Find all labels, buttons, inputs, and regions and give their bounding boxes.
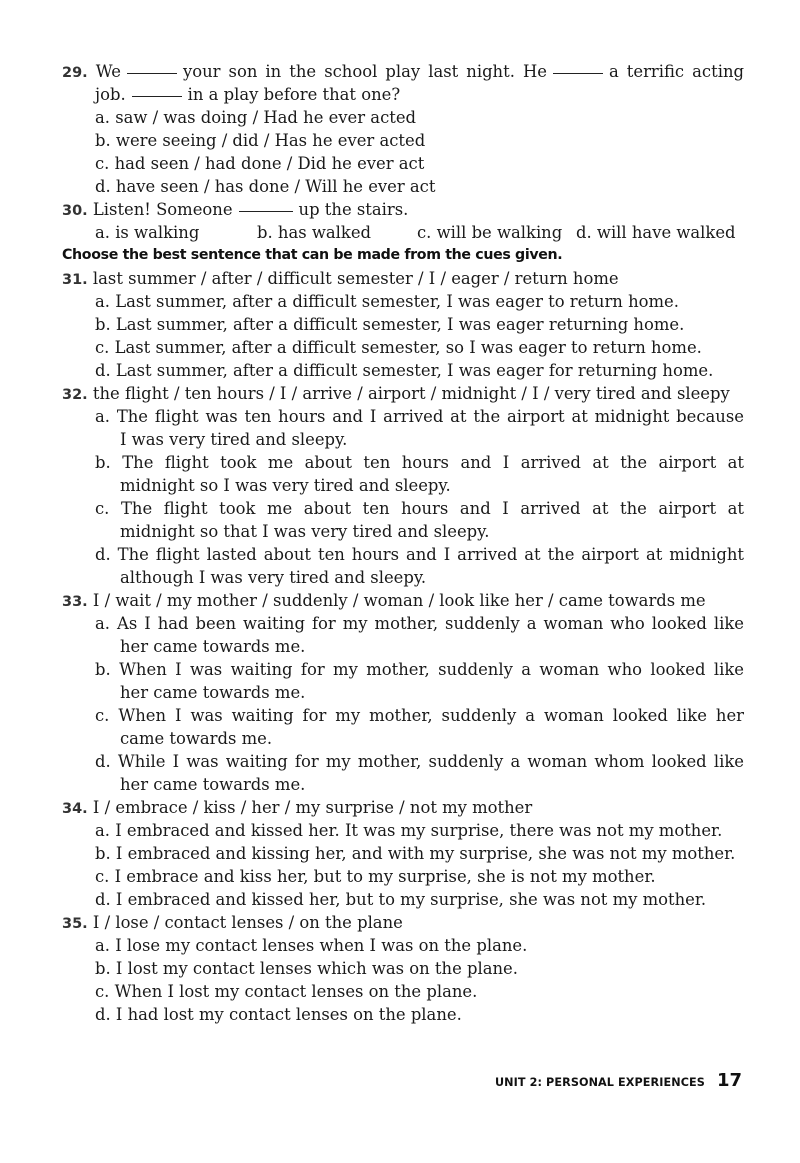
option-34b: b. I embraced and kissing her, and with my surprise, she was not my mother. bbox=[95, 844, 736, 863]
answer-blank bbox=[132, 95, 182, 97]
option-text: The flight took me about ten hours and I arrived at the airport at bbox=[120, 499, 744, 518]
stem-text: your son in the school play last night. He bbox=[182, 62, 547, 81]
option-32b-line2: midnight so I was very tired and sleepy. bbox=[120, 476, 451, 495]
option-32d-line2: although I was very tired and sleepy. bbox=[120, 568, 427, 587]
option-33d-line2: her came towards me. bbox=[120, 775, 306, 794]
option-35d: d. I had lost my contact lenses on the plane. bbox=[95, 1005, 462, 1024]
option-31a: a. Last summer, after a difficult semester, I was eager to return home. bbox=[95, 292, 679, 311]
stem-text: Listen! Someone bbox=[92, 200, 233, 219]
question-30-options bbox=[62, 221, 744, 244]
question-29-stem-line1 bbox=[62, 60, 744, 83]
option-text: The flight was ten hours and I arrived at the airport at midnight because bbox=[116, 407, 744, 426]
option-33c-line2: came towards me. bbox=[120, 729, 273, 748]
answer-blank bbox=[553, 72, 603, 74]
option-32b-line1 bbox=[62, 451, 744, 474]
question-31-cue bbox=[62, 267, 744, 290]
option-30c: c. will be walking bbox=[417, 223, 563, 242]
option-letter: d. bbox=[95, 545, 111, 564]
option-33c-line1: c. When I was waiting for my mother, suddenly a woman looked like her bbox=[95, 706, 744, 725]
option-letter: a. bbox=[95, 407, 110, 426]
option-33b-line1: b. When I was waiting for my mother, suddenly a woman who looked like bbox=[95, 660, 744, 679]
stem-text: a terrific acting bbox=[608, 62, 744, 81]
option-33d-line1: d. While I was waiting for my mother, suddenly a woman whom looked like bbox=[95, 752, 744, 771]
option-33a-line2: her came towards me. bbox=[120, 637, 306, 656]
exercise-content bbox=[62, 60, 744, 1026]
question-number: 34. bbox=[62, 801, 88, 817]
option-32a-line1 bbox=[62, 405, 744, 428]
option-letter: b. bbox=[95, 453, 111, 472]
question-number: 32. bbox=[62, 387, 88, 403]
option-32c-line1 bbox=[62, 497, 744, 520]
option-29a: a. saw / was doing / Had he ever acted bbox=[95, 108, 417, 127]
stem-text: up the stairs. bbox=[298, 200, 409, 219]
option-33b-line2: her came towards me. bbox=[120, 683, 306, 702]
cue-text: last summer / after / difficult semester / I / eager / return home bbox=[92, 269, 619, 288]
question-number: 29. bbox=[62, 65, 88, 81]
option-29c: c. had seen / had done / Did he ever act bbox=[95, 154, 425, 173]
question-35-cue bbox=[62, 911, 744, 934]
option-34d: d. I embraced and kissed her, but to my surprise, she was not my mother. bbox=[95, 890, 707, 909]
option-35c: c. When I lost my contact lenses on the plane. bbox=[95, 982, 478, 1001]
option-35b: b. I lost my contact lenses which was on the plane. bbox=[95, 959, 518, 978]
option-32a-line2: I was very tired and sleepy. bbox=[120, 430, 348, 449]
question-number: 31. bbox=[62, 272, 88, 288]
question-29-stem-line2 bbox=[62, 83, 744, 106]
option-34a: a. I embraced and kissed her. It was my surprise, there was not my mother. bbox=[95, 821, 723, 840]
option-33a-line1: a. As I had been waiting for my mother, suddenly a woman who looked like bbox=[95, 614, 744, 633]
option-35a: a. I lose my contact lenses when I was on the plane. bbox=[95, 936, 528, 955]
page-number: 17 bbox=[716, 1070, 742, 1091]
option-32d-line1 bbox=[62, 543, 744, 566]
option-30a: a. is walking bbox=[95, 223, 200, 242]
option-31b: b. Last summer, after a difficult semester, I was eager returning home. bbox=[95, 315, 685, 334]
answer-blank bbox=[127, 72, 177, 74]
question-30-stem bbox=[62, 198, 744, 221]
question-number: 35. bbox=[62, 916, 88, 932]
cue-text: I / embrace / kiss / her / my surprise / not my mother bbox=[92, 798, 533, 817]
question-32-cue bbox=[62, 382, 744, 405]
cue-text: I / lose / contact lenses / on the plane bbox=[92, 913, 403, 932]
question-33-cue bbox=[62, 589, 744, 612]
option-32c-line2: midnight so that I was very tired and sleepy. bbox=[120, 522, 490, 541]
option-30d: d. will have walked bbox=[576, 223, 736, 242]
page-footer bbox=[472, 1070, 742, 1091]
option-31c: c. Last summer, after a difficult semester, so I was eager to return home. bbox=[95, 338, 702, 357]
cue-text: I / wait / my mother / suddenly / woman / look like her / came towards me bbox=[92, 591, 706, 610]
question-number: 30. bbox=[62, 203, 88, 219]
question-number: 33. bbox=[62, 594, 88, 610]
answer-blank bbox=[239, 210, 293, 212]
unit-label: UNIT 2: PERSONAL EXPERIENCES bbox=[494, 1076, 705, 1089]
option-29b: b. were seeing / did / Has he ever acted bbox=[95, 131, 426, 150]
option-30b: b. has walked bbox=[257, 223, 372, 242]
stem-text: in a play before that one? bbox=[187, 85, 401, 104]
option-29d: d. have seen / has done / Will he ever act bbox=[95, 177, 436, 196]
section-heading: Choose the best sentence that can be made from the cues given. bbox=[62, 247, 563, 263]
option-text: The flight lasted about ten hours and I arrived at the airport at midnight bbox=[117, 545, 744, 564]
option-34c: c. I embrace and kiss her, but to my surprise, she is not my mother. bbox=[95, 867, 656, 886]
option-31d: d. Last summer, after a difficult semester, I was eager for returning home. bbox=[95, 361, 714, 380]
cue-text: the flight / ten hours / I / arrive / airport / midnight / I / very tired and sleepy bbox=[92, 384, 730, 403]
question-34-cue bbox=[62, 796, 744, 819]
stem-text: job. bbox=[95, 85, 126, 104]
option-text: The flight took me about ten hours and I arrived at the airport at bbox=[122, 453, 744, 472]
option-letter: c. bbox=[95, 499, 110, 518]
stem-text: We bbox=[95, 62, 121, 81]
